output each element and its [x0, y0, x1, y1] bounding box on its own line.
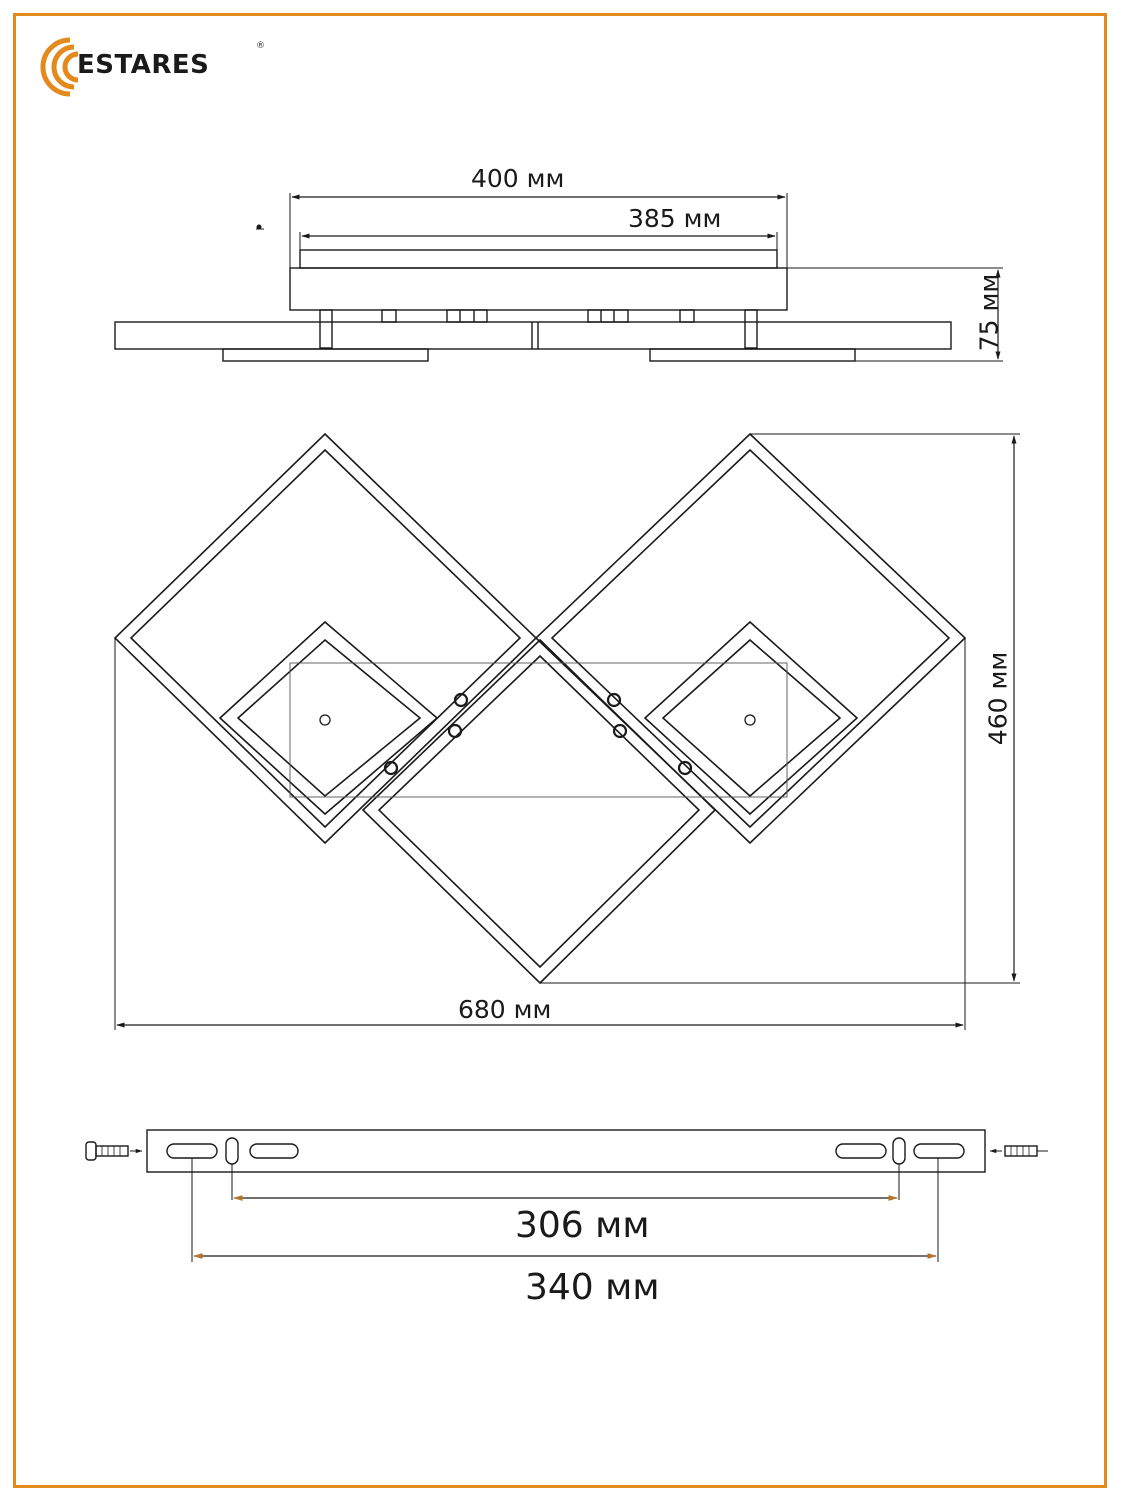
label-385: 385 мм — [628, 204, 722, 233]
label-306: 306 мм — [515, 1205, 650, 1246]
left-frame-outer — [115, 434, 536, 843]
label-460: 460 мм — [983, 651, 1013, 746]
brand-name: ESTARES — [77, 50, 210, 80]
right-frame-outer — [536, 434, 965, 843]
right-screw-icon — [990, 1146, 1048, 1156]
label-400: 400 мм — [471, 164, 565, 193]
frame-bar-side — [115, 322, 951, 349]
label-75: 75 мм — [974, 273, 1004, 352]
mounting-bracket — [147, 1130, 985, 1172]
canopy-top — [290, 663, 787, 797]
registered-mark: ® — [256, 41, 265, 51]
screw-mark-icon — [256, 225, 264, 230]
side-view — [115, 193, 1003, 361]
label-680: 680 мм — [458, 995, 552, 1024]
label-340: 340 мм — [525, 1267, 660, 1308]
joint-screws — [385, 694, 691, 774]
left-screw-icon — [86, 1142, 142, 1160]
center-frame-outer — [363, 640, 715, 983]
top-view — [115, 434, 1020, 1030]
canopy-side — [290, 268, 787, 310]
